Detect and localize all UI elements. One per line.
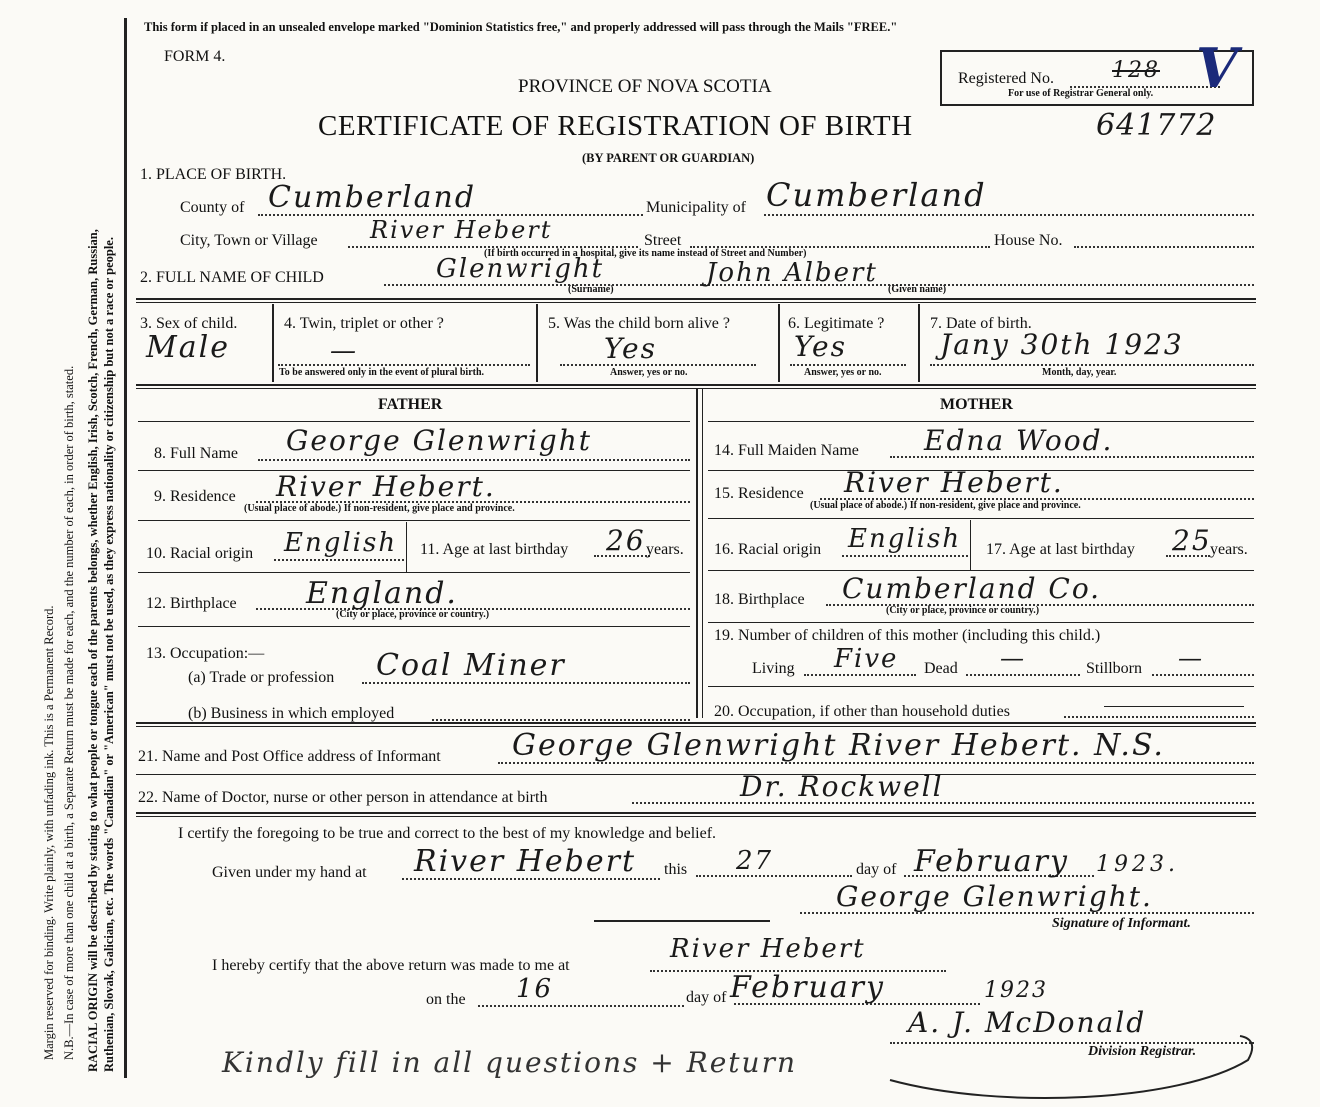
margin-note-racial-origin: RACIAL ORIGIN will be described by stating to what people or tongue each of the parents belongs, whether English, Irish, Scotch, French, German, Russian, — [86, 229, 100, 1072]
father-residence-label: 9. Residence — [154, 488, 236, 505]
father-birthplace-note: (City or place, province or country.) — [336, 609, 490, 620]
on-the-label: on the — [426, 991, 466, 1008]
registrar-month: February — [730, 970, 885, 1005]
house-number-label: House No. — [994, 232, 1063, 249]
mother-birthplace-note: (City or place, province or country.) — [886, 605, 1040, 616]
registrar-day: 16 — [516, 974, 554, 1004]
registrar-flourish — [880, 1030, 1260, 1100]
form-number: FORM 4. — [164, 48, 226, 65]
dead-label: Dead — [924, 660, 958, 677]
margin-note-plural-birth: N.B.—In case of more than one child at a birth, a Separate Return must be made for each, and the number of each, in order of birth, stated. — [62, 365, 76, 1060]
father-birthplace-label: 12. Birthplace — [146, 595, 237, 612]
day-of-label: day of — [856, 861, 897, 878]
doctor-label: 22. Name of Doctor, nurse or other person in attendance at birth — [138, 789, 548, 806]
surname-caption: (Surname) — [568, 284, 614, 295]
margin-note-binding: Margin reserved for binding. Write plainly, with unfading ink. This is a Permanent Record. — [42, 605, 56, 1060]
sex-value: Male — [146, 330, 230, 365]
legitimate-note: Answer, yes or no. — [804, 367, 882, 378]
father-birthplace-value: England. — [306, 576, 458, 611]
registered-label: Registered No. — [958, 70, 1054, 87]
registrar-signature: A. J. McDonald — [908, 1006, 1147, 1039]
mother-residence-value: River Hebert. — [844, 466, 1064, 499]
child-name-label: 2. FULL NAME OF CHILD — [140, 269, 324, 286]
father-years-label: years. — [646, 541, 684, 558]
dob-value: Jany 30th 1923 — [940, 328, 1184, 361]
dob-label: 7. Date of birth. — [930, 315, 1032, 332]
registrar-caption: Division Registrar. — [1088, 1044, 1197, 1059]
father-business-label: (b) Business in which employed — [188, 705, 395, 722]
child-surname: Glenwright — [436, 254, 605, 284]
mother-years-label: years. — [1210, 541, 1248, 558]
informant-signature: George Glenwright. — [836, 880, 1153, 913]
mother-race-label: 16. Racial origin — [714, 541, 822, 558]
hospital-note: (If birth occurred in a hospital, give its name instead of Street and Number) — [484, 248, 807, 259]
legitimate-value: Yes — [794, 330, 847, 363]
dead-value: — — [1000, 644, 1026, 672]
mother-age-label: 17. Age at last birthday — [986, 541, 1135, 558]
registrar-only-note: For use of Registrar General only. — [1008, 88, 1154, 99]
registrar-day-of-label: day of — [686, 989, 727, 1006]
father-age-value: 26 — [606, 524, 646, 557]
stillborn-value: — — [1178, 644, 1204, 672]
mother-children-label: 19. Number of children of this mother (including this child.) — [714, 627, 1101, 644]
registrar-year: 1923 — [984, 978, 1048, 1003]
father-name-label: 8. Full Name — [154, 445, 238, 462]
mother-race-value: English — [848, 524, 962, 554]
born-alive-value: Yes — [604, 332, 657, 365]
father-occupation-label: 13. Occupation:— — [146, 645, 265, 662]
footer-note: Kindly fill in all questions + Return — [222, 1046, 798, 1079]
mother-residence-note: (Usual place of abode.) If non-resident, give place and province. — [810, 500, 1081, 511]
column-divider — [696, 388, 698, 718]
legitimate-label: 6. Legitimate ? — [788, 315, 885, 332]
sex-label: 3. Sex of child. — [140, 315, 238, 332]
informant-signature-caption: Signature of Informant. — [1052, 916, 1191, 931]
doctor-value: Dr. Rockwell — [740, 770, 944, 803]
born-alive-label: 5. Was the child born alive ? — [548, 315, 730, 332]
father-race-value: English — [284, 528, 398, 558]
father-residence-value: River Hebert. — [276, 470, 496, 503]
margin-note-racial-origin-cont: Ruthenian, Slovak, Galician, etc. The words "Canadian" or "American" must not be used, as they express nationality or citizenship but not a race or people. — [102, 237, 116, 1072]
stillborn-label: Stillborn — [1086, 660, 1143, 677]
registered-value: 128 — [1112, 58, 1160, 83]
dob-note: Month, day, year. — [1042, 367, 1117, 378]
given-name-caption: (Given name) — [888, 284, 947, 295]
father-trade-value: Coal Miner — [376, 648, 566, 683]
this-label: this — [664, 861, 688, 878]
father-residence-note: (Usual place of abode.) If non-resident, give place and province. — [244, 503, 515, 514]
registrar-statement: I hereby certify that the above return was made to me at — [212, 957, 570, 974]
child-given-name: John Albert — [706, 258, 878, 288]
twin-value: — — [330, 336, 358, 366]
municipality-label: Municipality of — [646, 199, 746, 216]
certification-year: 1923. — [1096, 852, 1179, 877]
given-under-hand-label: Given under my hand at — [212, 864, 367, 881]
living-value: Five — [834, 644, 899, 674]
twin-label: 4. Twin, triplet or other ? — [284, 315, 444, 332]
father-trade-label: (a) Trade or profession — [188, 669, 335, 686]
registrar-place: River Hebert — [670, 934, 866, 964]
father-heading: FATHER — [378, 396, 443, 413]
province-heading: PROVINCE OF NOVA SCOTIA — [518, 76, 772, 97]
mother-age-value: 25 — [1172, 524, 1212, 557]
city-label: City, Town or Village — [180, 232, 318, 249]
mother-heading: MOTHER — [940, 396, 1013, 413]
mother-birthplace-label: 18. Birthplace — [714, 591, 805, 608]
certification-day: 27 — [736, 846, 774, 876]
divider-top — [136, 298, 1256, 300]
municipality-value: Cumberland — [766, 176, 987, 214]
mail-note: This form if placed in an unsealed envelope marked "Dominion Statistics free," and properly addressed will pass through the Mails "FREE." — [144, 20, 898, 34]
certificate-number: 641772 — [1096, 108, 1217, 143]
registrar-check-mark: V — [1196, 36, 1240, 100]
mother-occupation-label: 20. Occupation, if other than household duties — [714, 703, 1010, 720]
county-label: County of — [180, 199, 245, 216]
certification-month: February — [914, 844, 1069, 879]
informant-value: George Glenwright River Hebert. N.S. — [512, 728, 1165, 763]
place-of-birth-label: 1. PLACE OF BIRTH. — [140, 166, 287, 183]
born-alive-note: Answer, yes or no. — [610, 367, 688, 378]
father-race-label: 10. Racial origin — [146, 545, 254, 562]
twin-note: To be answered only in the event of plural birth. — [279, 367, 485, 378]
city-value: River Hebert — [370, 216, 553, 244]
mother-birthplace-value: Cumberland Co. — [842, 572, 1102, 605]
certification-place: River Hebert — [414, 844, 637, 879]
living-label: Living — [752, 660, 795, 677]
father-name-value: George Glenwright — [286, 424, 593, 457]
mother-name-label: 14. Full Maiden Name — [714, 442, 859, 459]
certificate-subtitle: (BY PARENT OR GUARDIAN) — [582, 151, 755, 165]
street-label: Street — [644, 232, 682, 249]
informant-label: 21. Name and Post Office address of Informant — [138, 748, 441, 765]
certificate-title: CERTIFICATE OF REGISTRATION OF BIRTH — [318, 110, 913, 142]
county-value: Cumberland — [268, 180, 477, 215]
mother-name-value: Edna Wood. — [924, 424, 1114, 457]
certification-statement: I certify the foregoing to be true and correct to the best of my knowledge and belief. — [178, 825, 717, 842]
father-age-label: 11. Age at last birthday — [420, 541, 569, 558]
mother-residence-label: 15. Residence — [714, 485, 804, 502]
margin-rule — [124, 18, 127, 1078]
